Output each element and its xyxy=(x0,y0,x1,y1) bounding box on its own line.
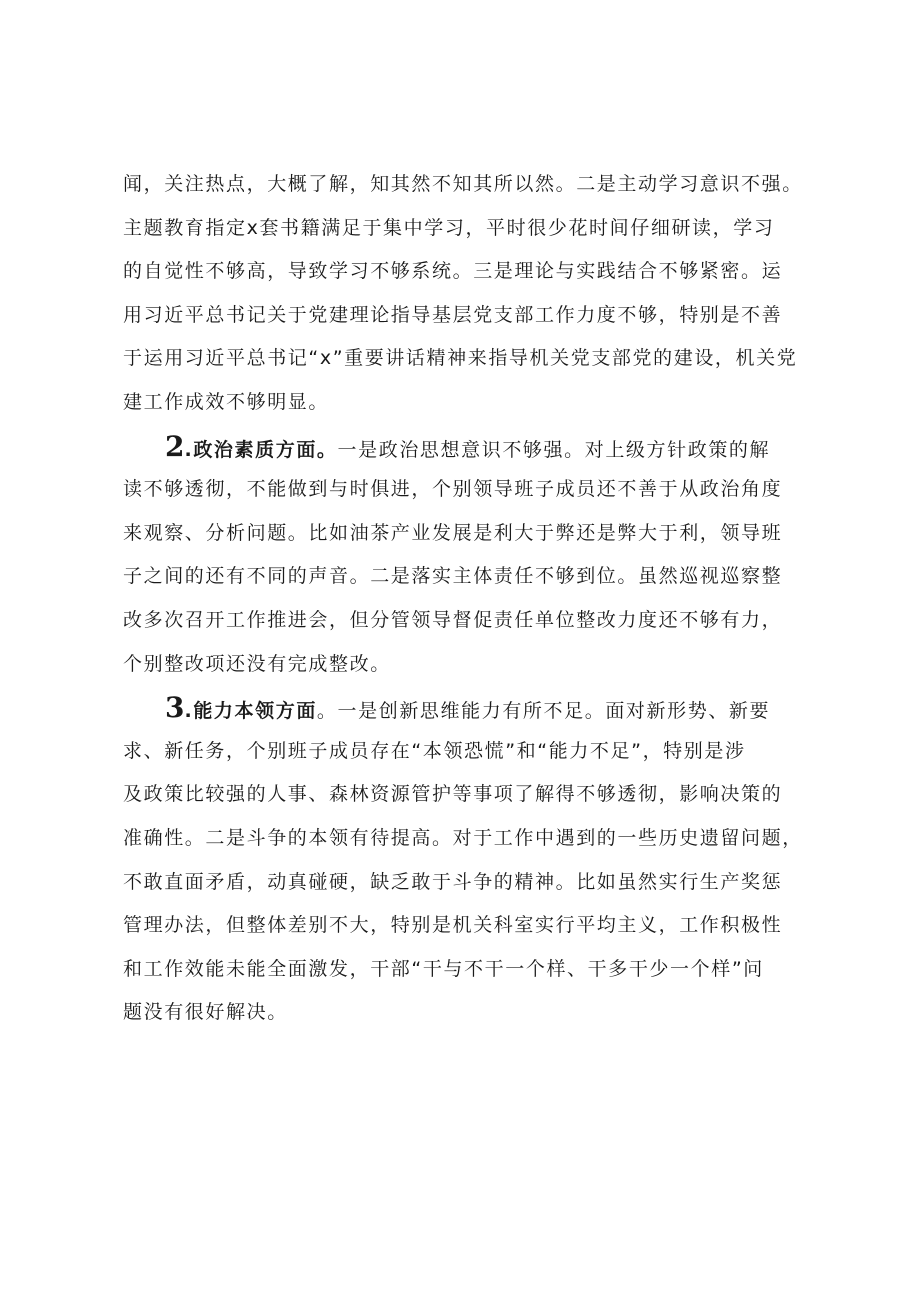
text-line: 闻，关注热点，大概了解，知其然不知其所以然。二是主动学习意识不强。 xyxy=(123,173,803,195)
section-first-line-text: 。一是创新思维能力有所不足。面对新形势、新要 xyxy=(316,700,771,723)
text-line: 读不够透彻，不能做到与时俱进，个别领导班子成员还不善于从政治角度 xyxy=(123,478,783,501)
section-ability xyxy=(123,686,833,1035)
text-line: 和工作效能未能全面激发，干部“干与不干一个样、干多干少一个样”问 xyxy=(123,957,764,980)
text-line: 管理办法，但整体差别不大，特别是机关科室实行平均主义，工作积极性 xyxy=(123,914,783,937)
text-line: 建工作成效不够明显。 xyxy=(123,390,330,413)
text-line: 求、新任务，个别班子成员存在“本领恐慌”和“能力不足”，特别是涉 xyxy=(123,739,746,762)
section-political-quality xyxy=(123,425,833,687)
text-line: 的自觉性不够高，导致学习不够系统。三是理论与实践结合不够紧密。运 xyxy=(123,260,783,283)
text-line: 来观察、分析问题。比如油茶产业发展是利大于弊还是弊大于利，领导班 xyxy=(123,521,783,544)
text-line: 主题教育指定x套书籍满足于集中学习，平时很少花时间仔细研读，学习 xyxy=(123,216,775,239)
paragraph-continuation xyxy=(123,163,833,425)
section-number-dot: . xyxy=(184,438,194,461)
text-line: 准确性。二是斗争的本领有待提高。对于工作中遇到的一些历史遗留问题， xyxy=(123,826,803,849)
text-line: 个别整改项还没有完成整改。 xyxy=(123,652,391,675)
section-number: 3 xyxy=(165,691,185,725)
section-first-line-text: 一是政治思想意识不够强。对上级方针政策的解 xyxy=(337,438,771,461)
text-line: 于运用习近平总书记“x”重要讲话精神来指导机关党支部党的建设，机关党 xyxy=(123,347,798,370)
section-title: 能力本领方面 xyxy=(193,700,317,723)
section-heading-line xyxy=(123,686,833,730)
text-line: 不敢直面矛盾，动真碰硬，缺乏敢于斗争的精神。比如虽然实行生产奖惩 xyxy=(123,870,783,893)
text-line: 及政策比较强的人事、森林资源管护等事项了解得不够透彻，影响决策的 xyxy=(123,783,783,806)
section-number: 2 xyxy=(165,429,185,463)
text-line: 题没有很好解决。 xyxy=(123,1001,288,1024)
section-heading-line xyxy=(123,425,833,469)
text-line: 子之间的还有不同的声音。二是落实主体责任不够到位。虽然巡视巡察整 xyxy=(123,565,783,588)
document-body xyxy=(123,163,833,1035)
section-title: 政治素质方面。 xyxy=(193,438,338,461)
text-line: 改多次召开工作推进会，但分管领导督促责任单位整改力度还不够有力， xyxy=(123,608,783,631)
text-line: 用习近平总书记关于党建理论指导基层党支部工作力度不够，特别是不善 xyxy=(123,303,783,326)
section-number-dot: . xyxy=(184,700,194,723)
